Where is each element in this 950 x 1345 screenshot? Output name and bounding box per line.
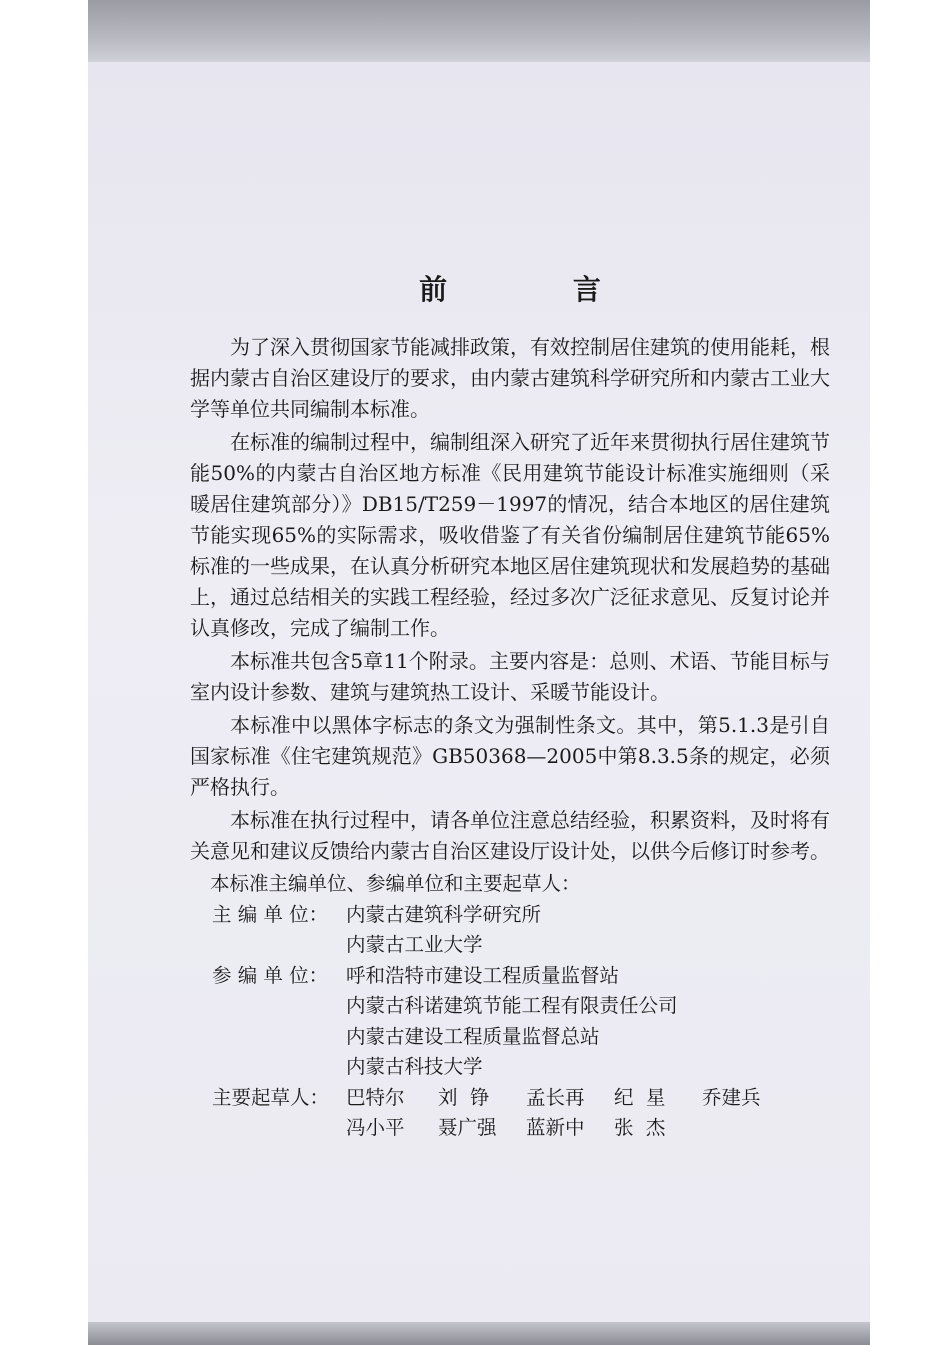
paragraph-5: 本标准在执行过程中，请各单位注意总结经验，积累资料，及时将有关意见和建议反馈给内蒙古自治区建设厅设计处，以供今后修订时参考。 xyxy=(190,808,830,863)
participating-units-row xyxy=(190,961,830,1083)
drafter-name: 张 杰 xyxy=(614,1116,666,1139)
credits-intro: 本标准主编单位、参编单位和主要起草人： xyxy=(210,872,581,895)
drafter-name: 刘 铮 xyxy=(438,1085,490,1109)
drafters-row xyxy=(190,1083,830,1144)
chief-unit: 内蒙古工业大学 xyxy=(346,933,483,956)
paragraph-4: 本标准中以黑体字标志的条文为强制性条文。其中，第5.1.3是引自国家标准《住宅建筑规范》GB50368—2005中第8.3.5条的规定，必须严格执行。 xyxy=(190,713,830,799)
participating-unit: 呼和浩特市建设工程质量监督站 xyxy=(346,963,620,987)
preface-content xyxy=(190,270,830,1144)
drafter-name: 聂广强 xyxy=(438,1116,497,1139)
paragraph-2: 在标准的编制过程中，编制组深入研究了近年来贯彻执行居住建筑节能50%的内蒙古自治区地方标准《民用建筑节能设计标准实施细则（采暖居住建筑部分）》DB15/T259－1997的情况，结合本地区的居住建筑节能实现65%的实际需求，吸收借鉴了有关省份编制居住建筑节能65%标准的一些成果，在认真分析研究本地区居住建筑现状和发展趋势的基础上，通过总结相关的实践工程经验，经过多次广泛征求意见、反复讨论并认真修改，完成了编制工作。 xyxy=(190,430,830,640)
credits-section xyxy=(190,869,830,1144)
participating-unit: 内蒙古科诺建筑节能工程有限责任公司 xyxy=(346,994,678,1017)
drafter-name: 乔建兵 xyxy=(702,1085,761,1109)
participating-unit: 内蒙古科技大学 xyxy=(346,1055,483,1078)
scan-bottom-edge xyxy=(88,1322,870,1345)
participating-unit: 内蒙古建设工程质量监督总站 xyxy=(346,1024,600,1048)
paragraph-1: 为了深入贯彻国家节能减排政策，有效控制居住建筑的使用能耗，根据内蒙古自治区建设厅的要求，由内蒙古建筑科学研究所和内蒙古工业大学等单位共同编制本标准。 xyxy=(190,335,830,421)
drafters-line-1 xyxy=(346,1083,790,1114)
paragraph-3: 本标准共包含5章11个附录。主要内容是：总则、术语、节能目标与室内设计参数、建筑与建筑热工设计、采暖节能设计。 xyxy=(190,649,830,704)
drafter-name: 孟长再 xyxy=(526,1085,585,1109)
chief-unit: 内蒙古建筑科学研究所 xyxy=(346,902,542,926)
participating-units-list xyxy=(346,961,678,1083)
drafter-name: 冯小平 xyxy=(346,1116,405,1139)
drafters-line-2 xyxy=(346,1113,790,1144)
drafter-name: 巴特尔 xyxy=(346,1085,405,1109)
scan-top-edge xyxy=(88,0,870,62)
chief-units-label: 主 编 单 位： xyxy=(212,902,329,926)
chief-units-row xyxy=(190,900,830,961)
participating-units-label: 参 编 单 位： xyxy=(212,963,329,987)
drafter-name: 纪 星 xyxy=(614,1085,666,1109)
drafters-label: 主要起草人： xyxy=(212,1085,330,1109)
page-title: 前 言 xyxy=(419,273,659,306)
drafters-list xyxy=(346,1083,790,1144)
chief-units-list xyxy=(346,900,541,961)
drafter-name: 蓝新中 xyxy=(526,1116,585,1139)
